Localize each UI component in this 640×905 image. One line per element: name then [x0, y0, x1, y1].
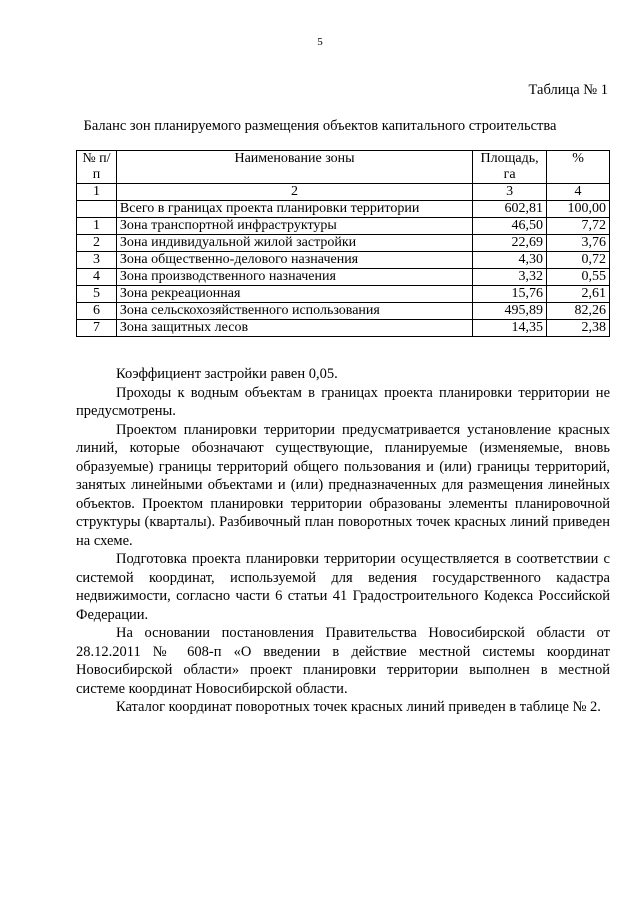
row-number: 4 — [77, 269, 117, 286]
table-row — [77, 286, 610, 303]
zone-percent: 0,72 — [547, 252, 610, 269]
table-row — [77, 252, 610, 269]
index-cell: 3 — [473, 184, 547, 201]
zone-area: 46,50 — [473, 218, 547, 235]
zone-percent: 7,72 — [547, 218, 610, 235]
zone-area: 495,89 — [473, 303, 547, 320]
zone-name: Зона общественно-делового назначения — [116, 252, 472, 269]
table-row — [77, 303, 610, 320]
zone-area: 15,76 — [473, 286, 547, 303]
zone-name: Зона рекреационная — [116, 286, 472, 303]
row-number: 2 — [77, 235, 117, 252]
table-row — [77, 320, 610, 337]
body-text — [76, 365, 610, 717]
table-row — [77, 218, 610, 235]
header-zone-name: Наименование зоны — [116, 151, 472, 184]
paragraph: Проектом планировки территории предусматривается установление красных линий, которые обозначают существующие, планируемые (изменяемые, вновь образуемые) границы территорий общего пользования и (или) границы территорий, занятых линейными объектами и (или) предназначенных для размещения линейных объектов. Проектом планировки территории образованы элементы планировочной структуры (кварталы). Разбивочный план поворотных точек красных линий приведен на схеме. — [76, 421, 610, 549]
zone-area: 14,35 — [473, 320, 547, 337]
paragraph: Подготовка проекта планировки территории осуществляется в соответствии с системой координат, используемой для ведения государственного кадастра недвижимости, согласно части 6 статьи 41 Градостроительного Кодекса Российской Федерации. — [76, 551, 610, 623]
index-cell: 1 — [77, 184, 117, 201]
paragraph: Каталог координат поворотных точек красных линий приведен в таблице № 2. — [116, 699, 601, 715]
paragraph: Проходы к водным объектам в границах проекта планировки территории не предусмотрены. — [76, 384, 610, 419]
zone-percent: 100,00 — [547, 201, 610, 218]
zone-name: Зона защитных лесов — [116, 320, 472, 337]
table-row — [77, 235, 610, 252]
zone-area: 602,81 — [473, 201, 547, 218]
header-percent: % — [547, 151, 610, 184]
zone-area: 4,30 — [473, 252, 547, 269]
paragraph: Коэффициент застройки равен 0,05. — [116, 366, 338, 382]
row-number: 3 — [77, 252, 117, 269]
zone-balance-table — [76, 150, 610, 337]
zone-name: Всего в границах проекта планировки территории — [116, 201, 472, 218]
zone-percent: 82,26 — [547, 303, 610, 320]
table-row — [77, 269, 610, 286]
zone-area: 3,32 — [473, 269, 547, 286]
index-cell: 4 — [547, 184, 610, 201]
page-number: 5 — [317, 36, 323, 48]
row-number — [77, 201, 117, 218]
row-number: 1 — [77, 218, 117, 235]
index-cell: 2 — [116, 184, 472, 201]
paragraph: На основании постановления Правительства Новосибирской области от 28.12.2011 № 608-п «О введении в действие местной системы координат Новосибирской области» проект планировки территории выполнен в местной системе координат Новосибирской области. — [76, 625, 610, 697]
row-number: 6 — [77, 303, 117, 320]
zone-percent: 3,76 — [547, 235, 610, 252]
zone-percent: 2,38 — [547, 320, 610, 337]
row-number: 7 — [77, 320, 117, 337]
zone-percent: 2,61 — [547, 286, 610, 303]
zone-name: Зона производственного назначения — [116, 269, 472, 286]
zone-name: Зона сельскохозяйственного использования — [116, 303, 472, 320]
zone-percent: 0,55 — [547, 269, 610, 286]
table-index-row — [77, 184, 610, 201]
header-number: № п/п — [77, 151, 117, 184]
table-row — [77, 201, 610, 218]
row-number: 5 — [77, 286, 117, 303]
table-caption: Баланс зон планируемого размещения объектов капитального строительства — [83, 118, 557, 134]
zone-name: Зона транспортной инфраструктуры — [116, 218, 472, 235]
zone-name: Зона индивидуальной жилой застройки — [116, 235, 472, 252]
header-area: Площадь, га — [473, 151, 547, 184]
zone-area: 22,69 — [473, 235, 547, 252]
table-label: Таблица № 1 — [528, 82, 608, 98]
table-header-row — [77, 151, 610, 184]
